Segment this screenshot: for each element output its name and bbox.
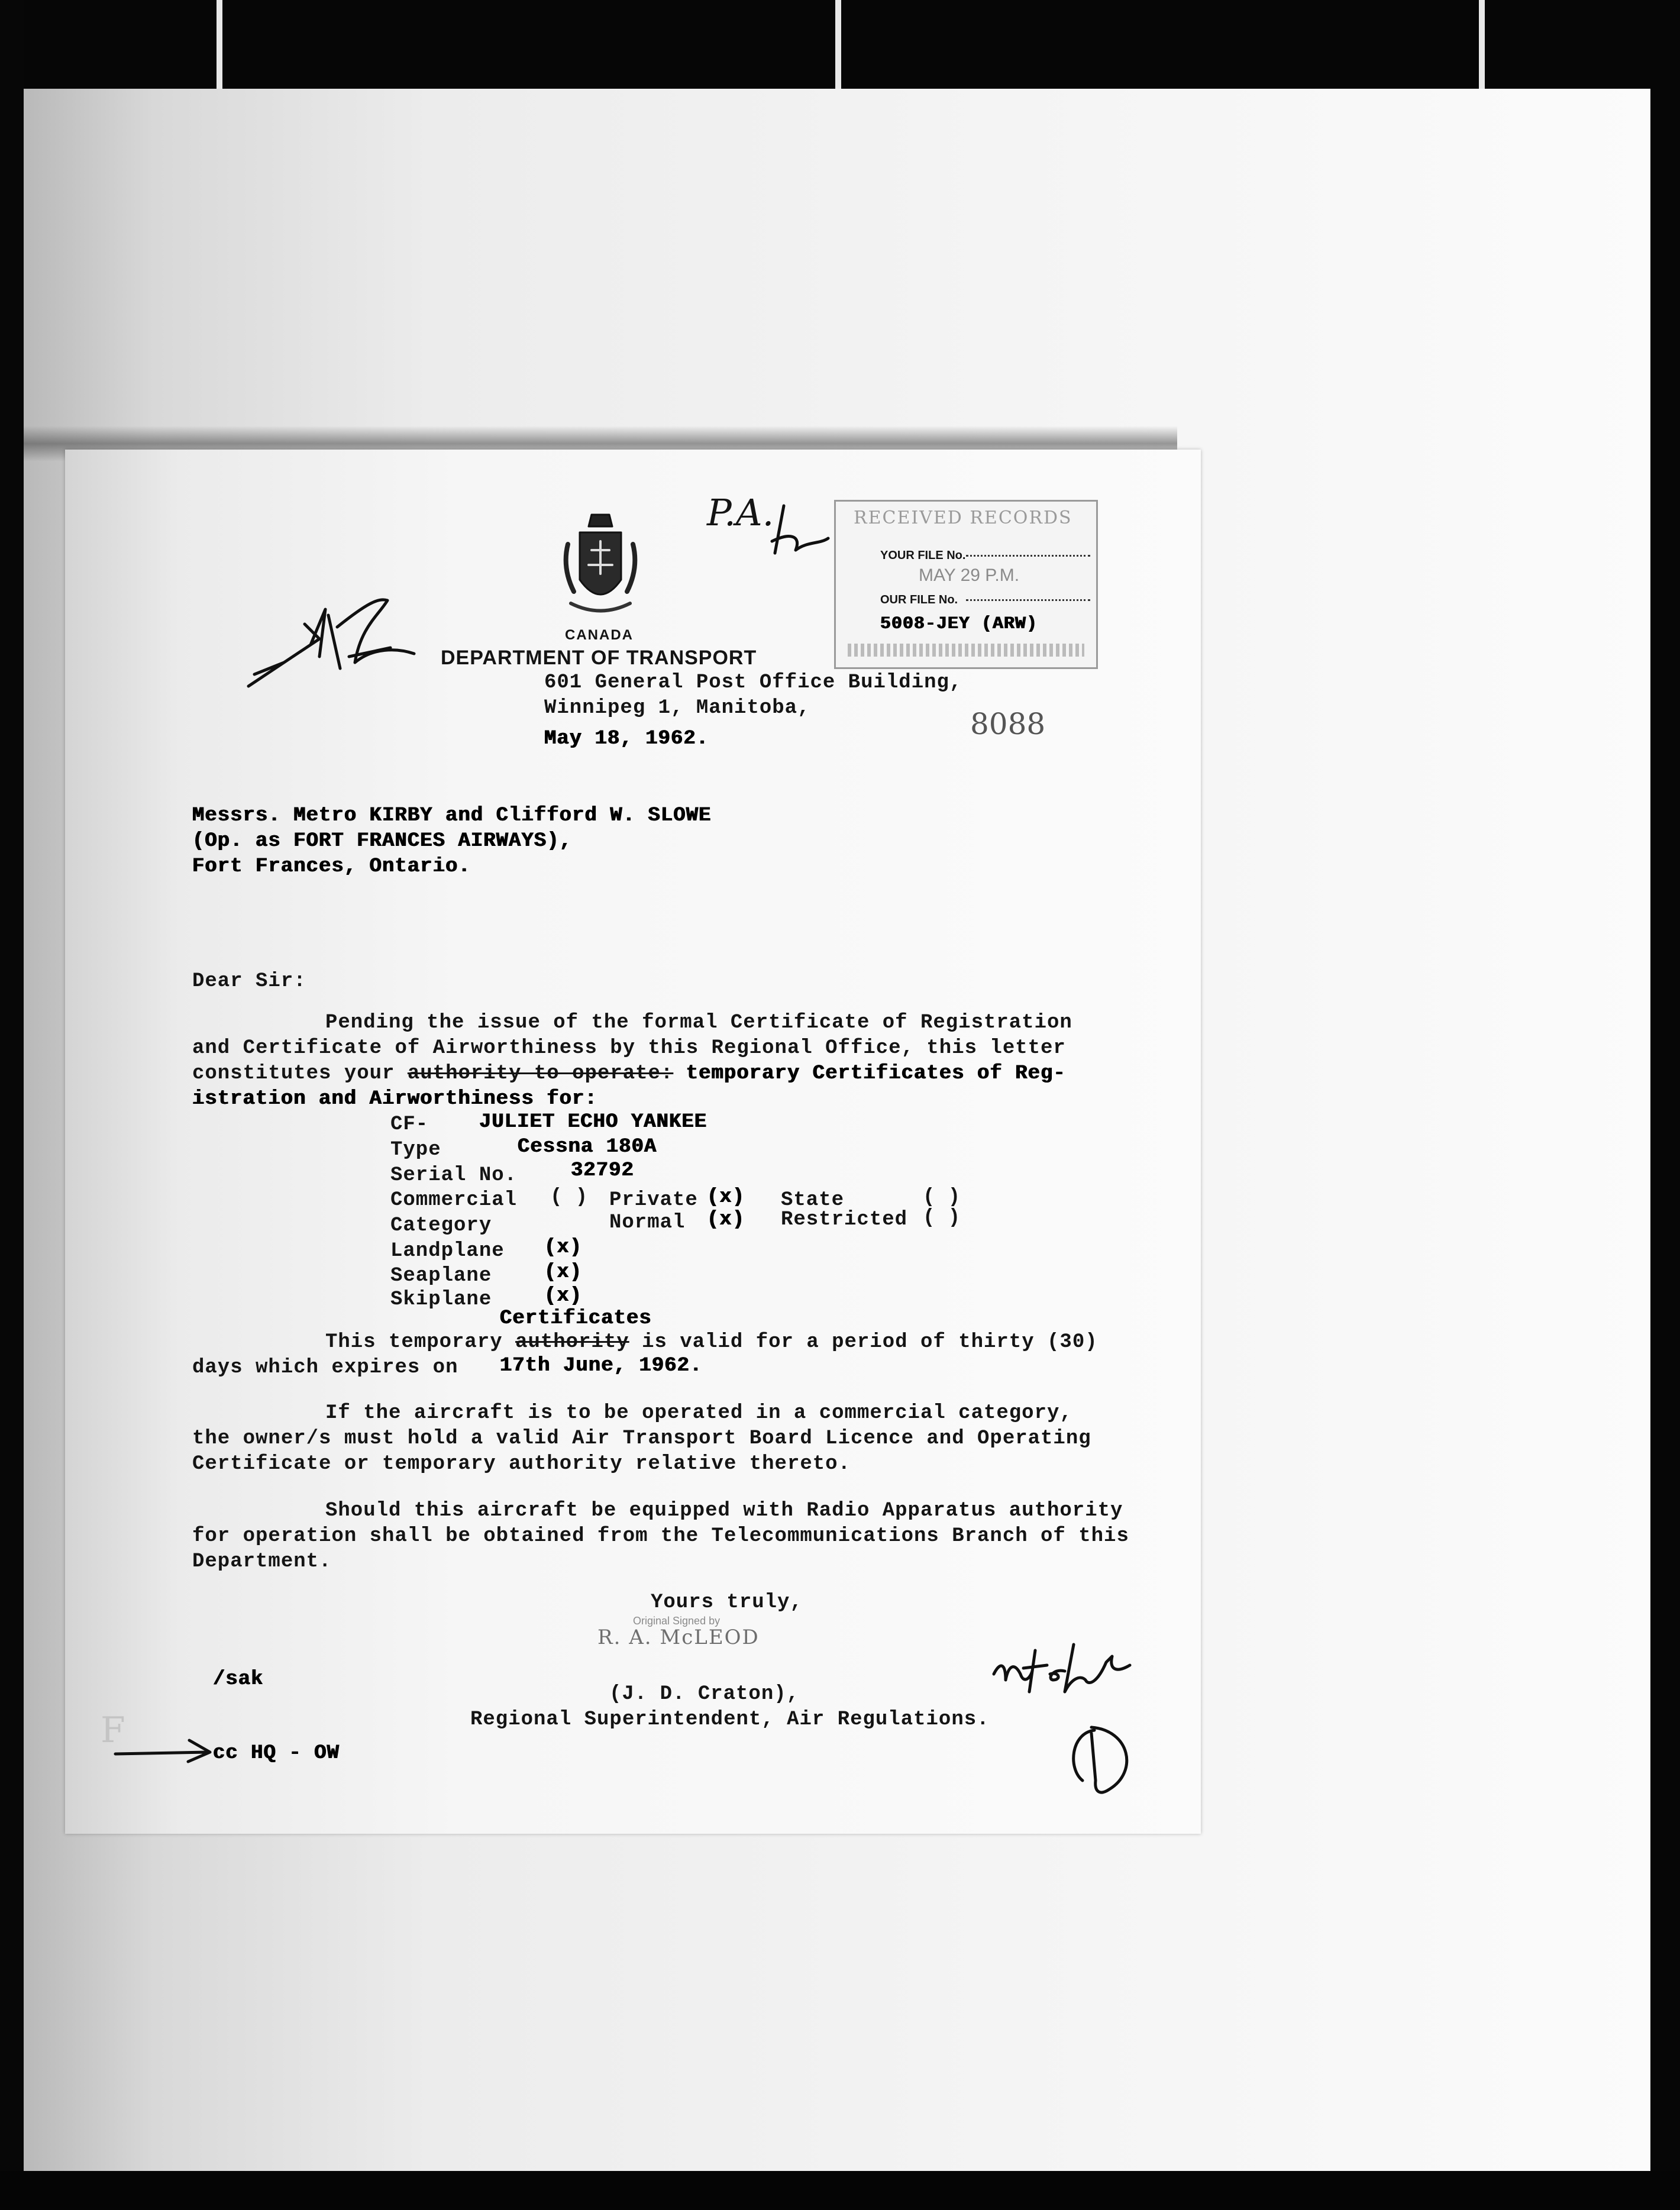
handwritten-pa-initial	[754, 500, 837, 565]
frame-divider	[835, 0, 841, 89]
signed-by-note: Original Signed by	[633, 1615, 721, 1627]
para3-line1: If the aircraft is to be operated in a commercial category,	[325, 1402, 1072, 1424]
letter-date: May 18, 1962.	[544, 728, 709, 750]
seaplane-mark: (x)	[544, 1261, 583, 1284]
signatory-title: Regional Superintendent, Air Regulations.	[470, 1708, 990, 1731]
normal-mark: (x)	[707, 1209, 745, 1231]
addressee-line-3: Fort Frances, Ontario.	[192, 855, 471, 878]
stamp-smudge-line	[848, 644, 1084, 657]
received-stamp-header: RECEIVED RECORDS	[854, 508, 1072, 528]
private-label: Private	[609, 1189, 698, 1211]
para2-line1	[325, 1331, 1098, 1353]
para1-line4: istration and Airworthiness for:	[192, 1088, 597, 1110]
handwritten-noted-signature	[988, 1639, 1142, 1704]
salutation: Dear Sir:	[192, 970, 306, 993]
normal-label: Normal	[609, 1211, 686, 1234]
our-file-value: 5008-JEY (ARW)	[880, 614, 1038, 634]
expiry-date: 17th June, 1962.	[500, 1355, 703, 1377]
para1-line2: and Certificate of Airworthiness by this Regional Office, this letter	[192, 1037, 1066, 1059]
skiplane-label: Skiplane	[390, 1288, 492, 1311]
para3-line3: Certificate or temporary authority relative thereto.	[192, 1453, 851, 1475]
cc-line: cc HQ - OW	[213, 1742, 340, 1765]
private-mark: (x)	[707, 1186, 745, 1209]
closing: Yours truly,	[651, 1591, 803, 1614]
para2-line1-end: is valid for a period of thirty (30)	[629, 1331, 1098, 1353]
para1-line3-end: temporary Certificates of Reg-	[673, 1062, 1066, 1085]
type-value: Cessna 180A	[518, 1136, 657, 1158]
serial-value: 32792	[571, 1159, 635, 1182]
landplane-mark: (x)	[544, 1236, 583, 1259]
address-line-1: 601 General Post Office Building,	[544, 671, 962, 694]
commercial-label: Commercial	[390, 1189, 518, 1211]
certificates-insert: Certificates	[500, 1307, 652, 1330]
stamp-number: 8088	[970, 707, 1046, 741]
skiplane-mark: (x)	[544, 1285, 583, 1307]
film-frame-bottom	[0, 2171, 1680, 2210]
landplane-label: Landplane	[390, 1240, 505, 1262]
para1-line3-start: constitutes your	[192, 1062, 408, 1085]
state-label: State	[781, 1189, 845, 1211]
frame-divider	[217, 0, 222, 89]
restricted-mark: ( )	[923, 1207, 961, 1229]
struck-authority-word: authority	[515, 1331, 629, 1353]
handwritten-arrow-icon	[112, 1733, 219, 1769]
handwritten-initials-scribble	[237, 592, 438, 698]
film-frame-left	[0, 0, 24, 2210]
para4-line3: Department.	[192, 1550, 332, 1573]
addressee-line-2: (Op. as FORT FRANCES AIRWAYS),	[192, 830, 573, 852]
para4-line1: Should this aircraft be equipped with Radio Apparatus authority	[325, 1500, 1123, 1522]
para1-line3	[192, 1062, 1066, 1085]
film-frame-right	[1650, 0, 1680, 2210]
struck-authority-text: authority to operate:	[407, 1062, 674, 1085]
crest-label: CANADA	[565, 627, 634, 643]
para1-line1: Pending the issue of the formal Certificate of Registration	[325, 1012, 1072, 1034]
received-stamp: MAY 29 P.M.	[919, 566, 1020, 585]
our-file-line	[966, 599, 1090, 601]
file-reference-box	[834, 500, 1098, 669]
reg-label: CF-	[390, 1113, 429, 1136]
reg-value: JULIET ECHO YANKEE	[479, 1111, 707, 1133]
signatory: (J. D. Craton),	[609, 1683, 800, 1705]
para3-line2: the owner/s must hold a valid Air Transport Board Licence and Operating	[192, 1427, 1091, 1450]
our-file-label: OUR FILE No.	[880, 593, 958, 606]
frame-divider	[1479, 0, 1485, 89]
department-heading: DEPARTMENT OF TRANSPORT	[441, 647, 757, 669]
para4-line2: for operation shall be obtained from the Telecommunications Branch of this	[192, 1525, 1129, 1547]
typist-initials: /sak	[213, 1668, 264, 1691]
restricted-label: Restricted	[781, 1209, 908, 1231]
serial-label: Serial No.	[390, 1164, 518, 1187]
canada-crest-icon	[556, 509, 645, 627]
address-line-2: Winnipeg 1, Manitoba,	[544, 697, 810, 719]
your-file-label: YOUR FILE No.	[880, 549, 966, 562]
category-label: Category	[390, 1214, 492, 1237]
state-mark: ( )	[923, 1186, 961, 1209]
letter-page	[65, 450, 1201, 1834]
addressee-line-1: Messrs. Metro KIRBY and Clifford W. SLOWE	[192, 804, 712, 827]
signed-by-stamp: R. A. McLEOD	[597, 1626, 760, 1649]
para2-line1-start: This temporary	[325, 1331, 516, 1353]
faint-filing-mark: F	[101, 1710, 125, 1751]
para2-line2-start: days which expires on	[192, 1356, 458, 1379]
your-file-line	[966, 555, 1090, 557]
commercial-mark: ( )	[550, 1186, 589, 1209]
seaplane-label: Seaplane	[390, 1265, 492, 1287]
handwritten-circle-mark	[1059, 1721, 1148, 1804]
handwritten-pa: P.A.	[707, 491, 774, 534]
type-label: Type	[390, 1139, 441, 1161]
